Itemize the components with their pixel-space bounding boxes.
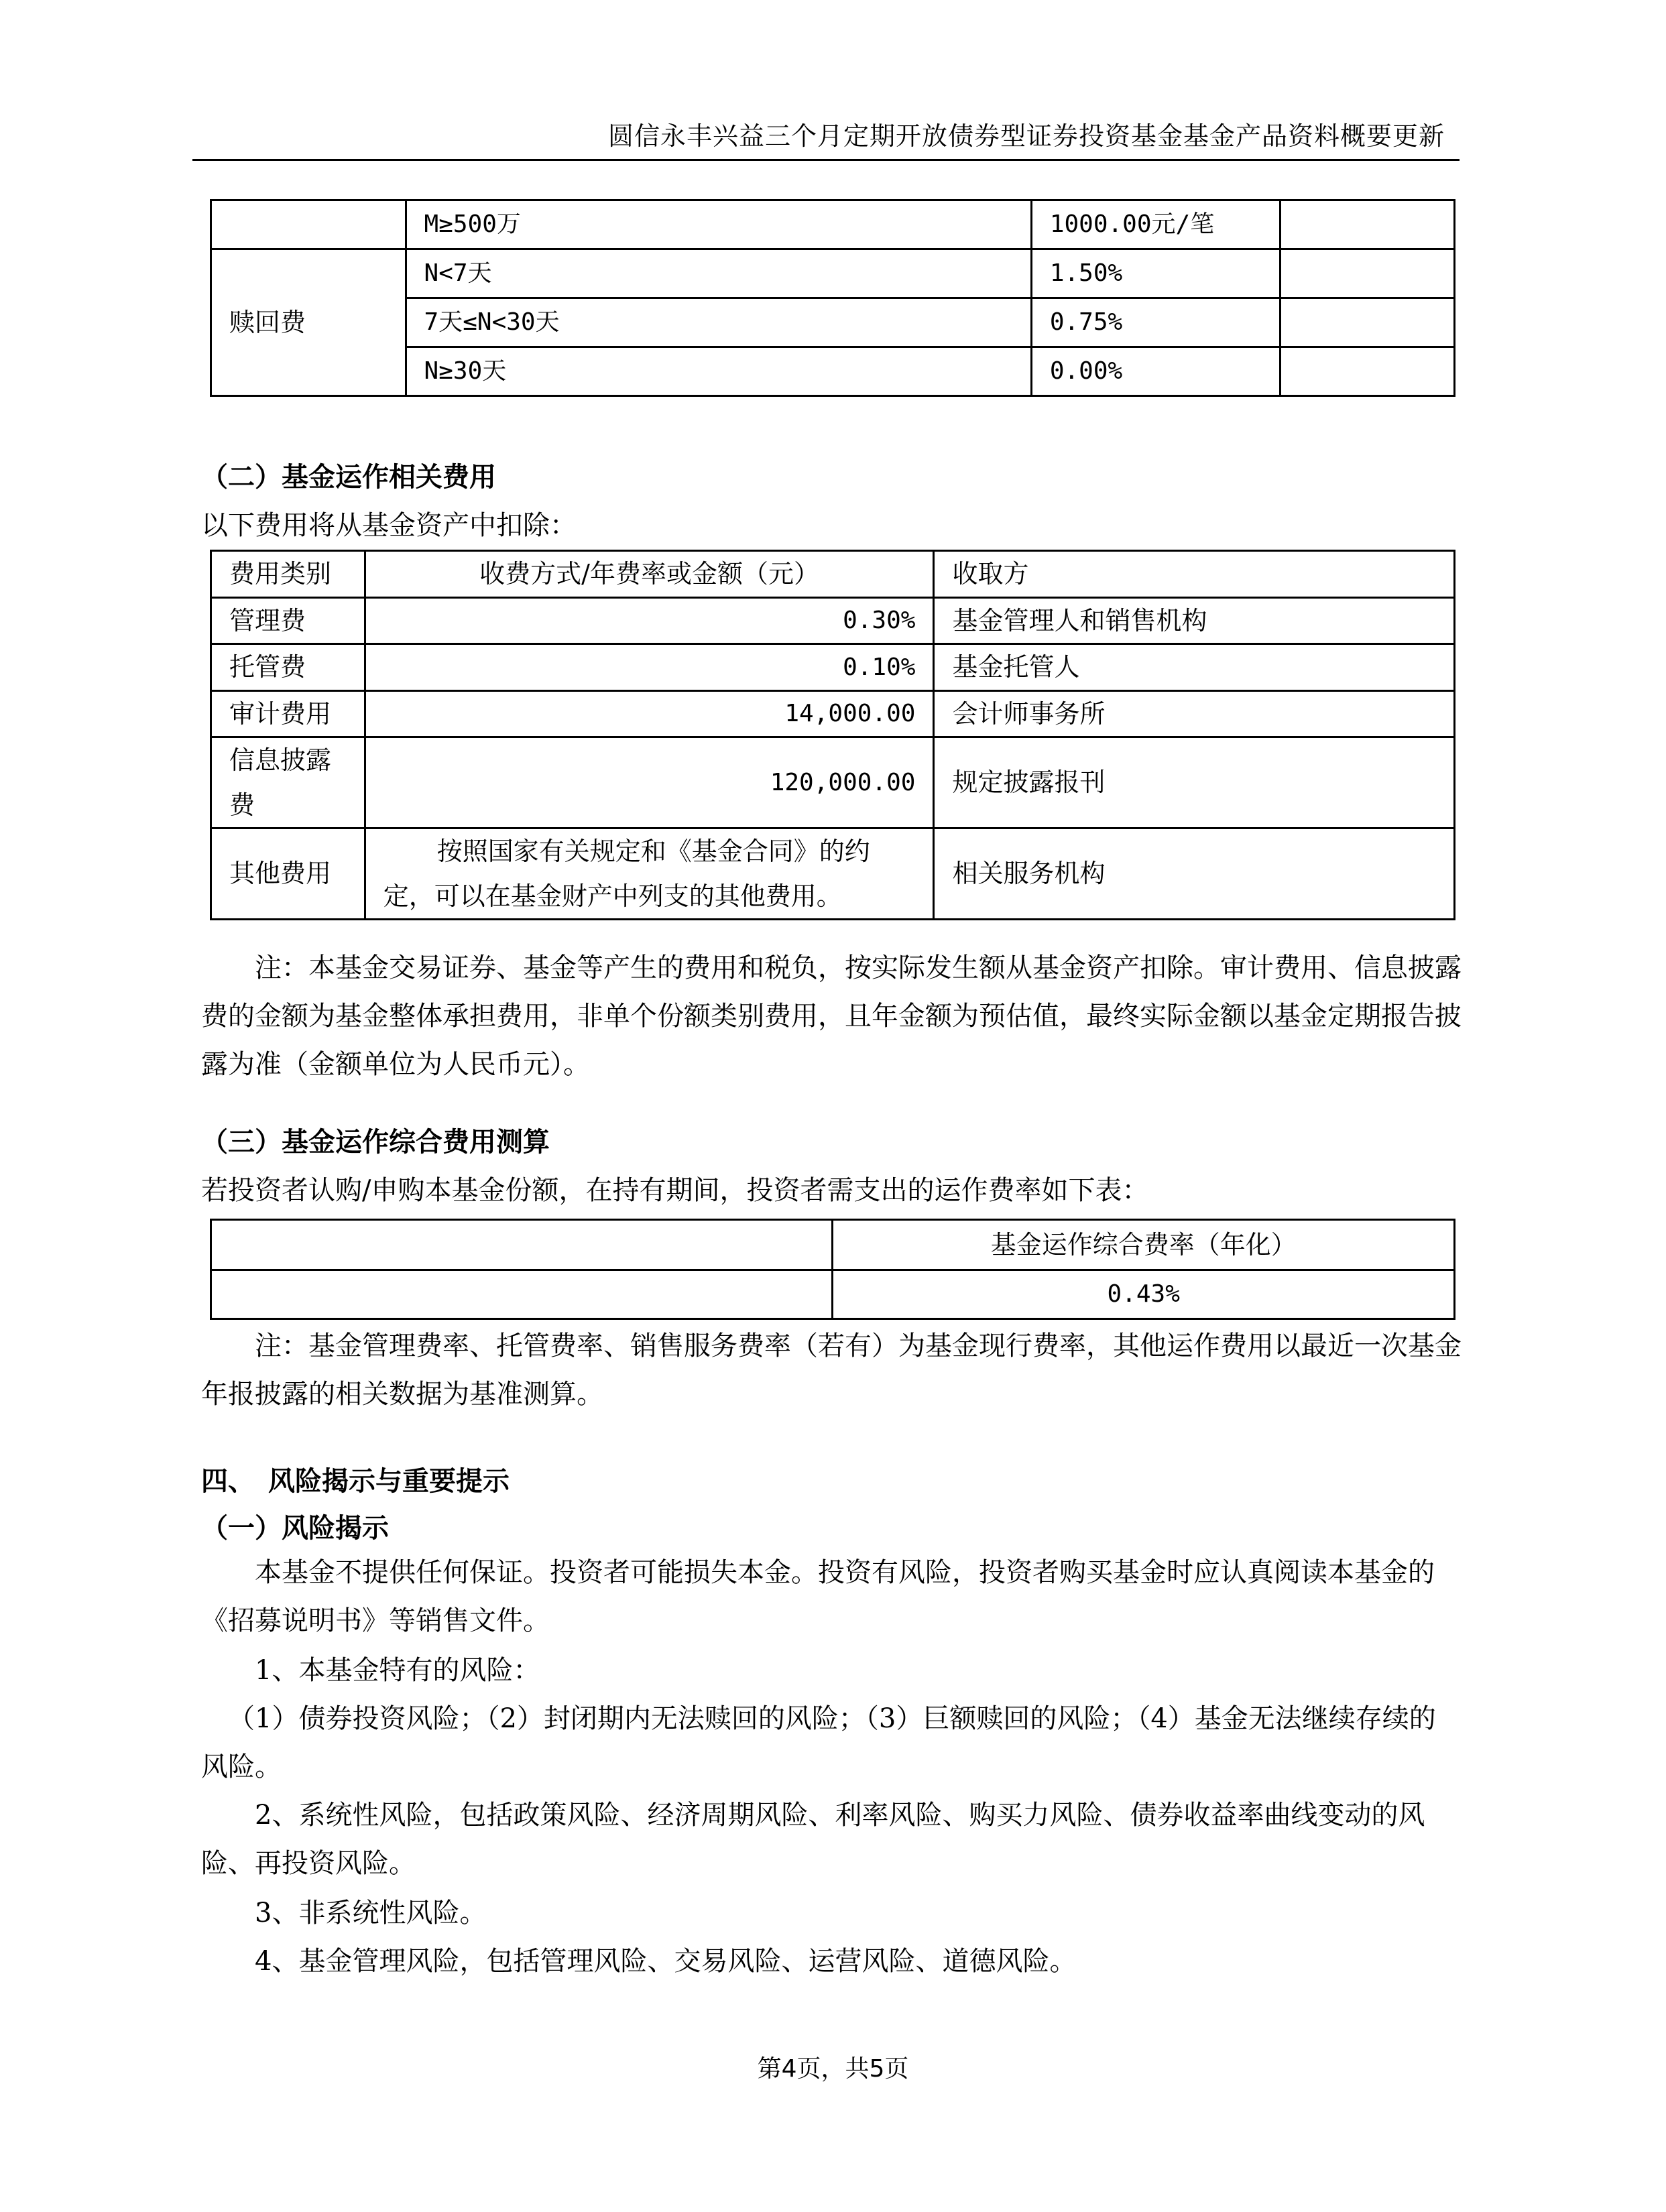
column-header: 费用类别 bbox=[211, 551, 365, 598]
table-cell bbox=[211, 1270, 833, 1319]
table-row bbox=[211, 200, 1455, 249]
combined-fee-rate-value: 0.43% bbox=[833, 1270, 1455, 1319]
fee-category-cell: 托管费 bbox=[211, 644, 365, 691]
fee-category-cell bbox=[211, 200, 406, 249]
fee-category-cell: 其他费用 bbox=[211, 828, 365, 920]
risk-paragraph: 3、非系统性风险。 bbox=[255, 1898, 487, 1928]
combined-fees-note: 注：基金管理费率、托管费率、销售服务费率（若有）为基金现行费率，其他运作费用以最近一次基金年报披露的相关数据为基准测算。 bbox=[201, 1331, 1462, 1410]
table-header-row bbox=[211, 551, 1455, 598]
risk-paragraph: 1、本基金特有的风险： bbox=[255, 1655, 540, 1686]
fee-amount-cell: 0.30% bbox=[365, 597, 934, 644]
section-intro-text: 以下费用将从基金资产中扣除： bbox=[201, 510, 577, 541]
table-row bbox=[211, 1270, 1455, 1319]
sub-heading-risk-disclosure: （一）风险揭示 bbox=[201, 1513, 389, 1544]
fee-note-cell bbox=[1281, 298, 1455, 347]
fee-amount-cell: 120,000.00 bbox=[365, 737, 934, 828]
column-header: 收费方式/年费率或金额（元） bbox=[365, 551, 934, 598]
fee-amount-cell: 0.10% bbox=[365, 644, 934, 691]
column-header bbox=[211, 1220, 833, 1270]
fee-recipient-cell: 相关服务机构 bbox=[934, 828, 1455, 920]
fee-amount-cell: 按照国家有关规定和《基金合同》的约定，可以在基金财产中列支的其他费用。 bbox=[365, 828, 934, 920]
header-divider bbox=[192, 159, 1460, 161]
fee-recipient-cell: 规定披露报刊 bbox=[934, 737, 1455, 828]
fee-recipient-cell: 基金管理人和销售机构 bbox=[934, 597, 1455, 644]
fee-note-cell bbox=[1281, 200, 1455, 249]
fee-category-cell: 审计费用 bbox=[211, 690, 365, 737]
fee-recipient-cell: 基金托管人 bbox=[934, 644, 1455, 691]
fee-rate-cell: 0.75% bbox=[1031, 298, 1281, 347]
operating-fees-note: 注：本基金交易证券、基金等产生的费用和税负，按实际发生额从基金资产扣除。审计费用、信息披露费的金额为基金整体承担费用，非单个份额类别费用，且年金额为预估值，最终实际金额以基金定期报告披露为准（金额单位为人民币元）。 bbox=[201, 953, 1462, 1080]
fee-rate-cell: 1.50% bbox=[1031, 249, 1281, 298]
fee-rate-cell: 1000.00元/笔 bbox=[1031, 200, 1281, 249]
fee-recipient-cell: 会计师事务所 bbox=[934, 690, 1455, 737]
fee-condition-cell: N<7天 bbox=[406, 249, 1031, 298]
page-number: 第4页，共5页 bbox=[757, 2055, 909, 2083]
table-row bbox=[211, 737, 1455, 828]
table-row bbox=[211, 597, 1455, 644]
table-row bbox=[211, 828, 1455, 920]
fee-note-cell bbox=[1281, 249, 1455, 298]
section-heading-combined-fees: （三）基金运作综合费用测算 bbox=[201, 1127, 550, 1158]
combined-fee-rate-table bbox=[210, 1219, 1455, 1320]
table-row bbox=[211, 690, 1455, 737]
redemption-fee-table bbox=[210, 199, 1455, 397]
fee-category-cell: 管理费 bbox=[211, 597, 365, 644]
fee-category-cell: 信息披露费 bbox=[211, 737, 365, 828]
document-header-title: 圆信永丰兴益三个月定期开放债券型证券投资基金基金产品资料概要更新 bbox=[607, 121, 1445, 151]
section-heading-risk-disclosure: 四、 风险揭示与重要提示 bbox=[201, 1466, 510, 1497]
fee-condition-cell: M≥500万 bbox=[406, 200, 1031, 249]
table-row bbox=[211, 249, 1455, 298]
section-intro-text: 若投资者认购/申购本基金份额，在持有期间，投资者需支出的运作费率如下表： bbox=[201, 1175, 1149, 1206]
fee-rate-cell: 0.00% bbox=[1031, 347, 1281, 396]
risk-paragraph: 4、基金管理风险，包括管理风险、交易风险、运营风险、道德风险。 bbox=[255, 1946, 1077, 1977]
table-header-row bbox=[211, 1220, 1455, 1270]
section-heading-operating-fees: （二）基金运作相关费用 bbox=[201, 462, 496, 493]
fee-note-cell bbox=[1281, 347, 1455, 396]
column-header: 基金运作综合费率（年化） bbox=[833, 1220, 1455, 1270]
risk-paragraph: （1）债券投资风险；（2）封闭期内无法赎回的风险；（3）巨额赎回的风险；（4）基金无法继续存续的风险。 bbox=[201, 1703, 1436, 1782]
fee-category-cell: 赎回费 bbox=[211, 249, 406, 396]
table-row bbox=[211, 644, 1455, 691]
fee-condition-cell: N≥30天 bbox=[406, 347, 1031, 396]
operating-fees-table bbox=[210, 550, 1455, 920]
column-header: 收取方 bbox=[934, 551, 1455, 598]
fee-condition-cell: 7天≤N<30天 bbox=[406, 298, 1031, 347]
risk-paragraph: 本基金不提供任何保证。投资者可能损失本金。投资有风险，投资者购买基金时应认真阅读本基金的《招募说明书》等销售文件。 bbox=[201, 1557, 1435, 1636]
risk-paragraph: 2、系统性风险，包括政策风险、经济周期风险、利率风险、购买力风险、债券收益率曲线变动的风险、再投资风险。 bbox=[201, 1800, 1425, 1879]
fee-amount-cell: 14,000.00 bbox=[365, 690, 934, 737]
